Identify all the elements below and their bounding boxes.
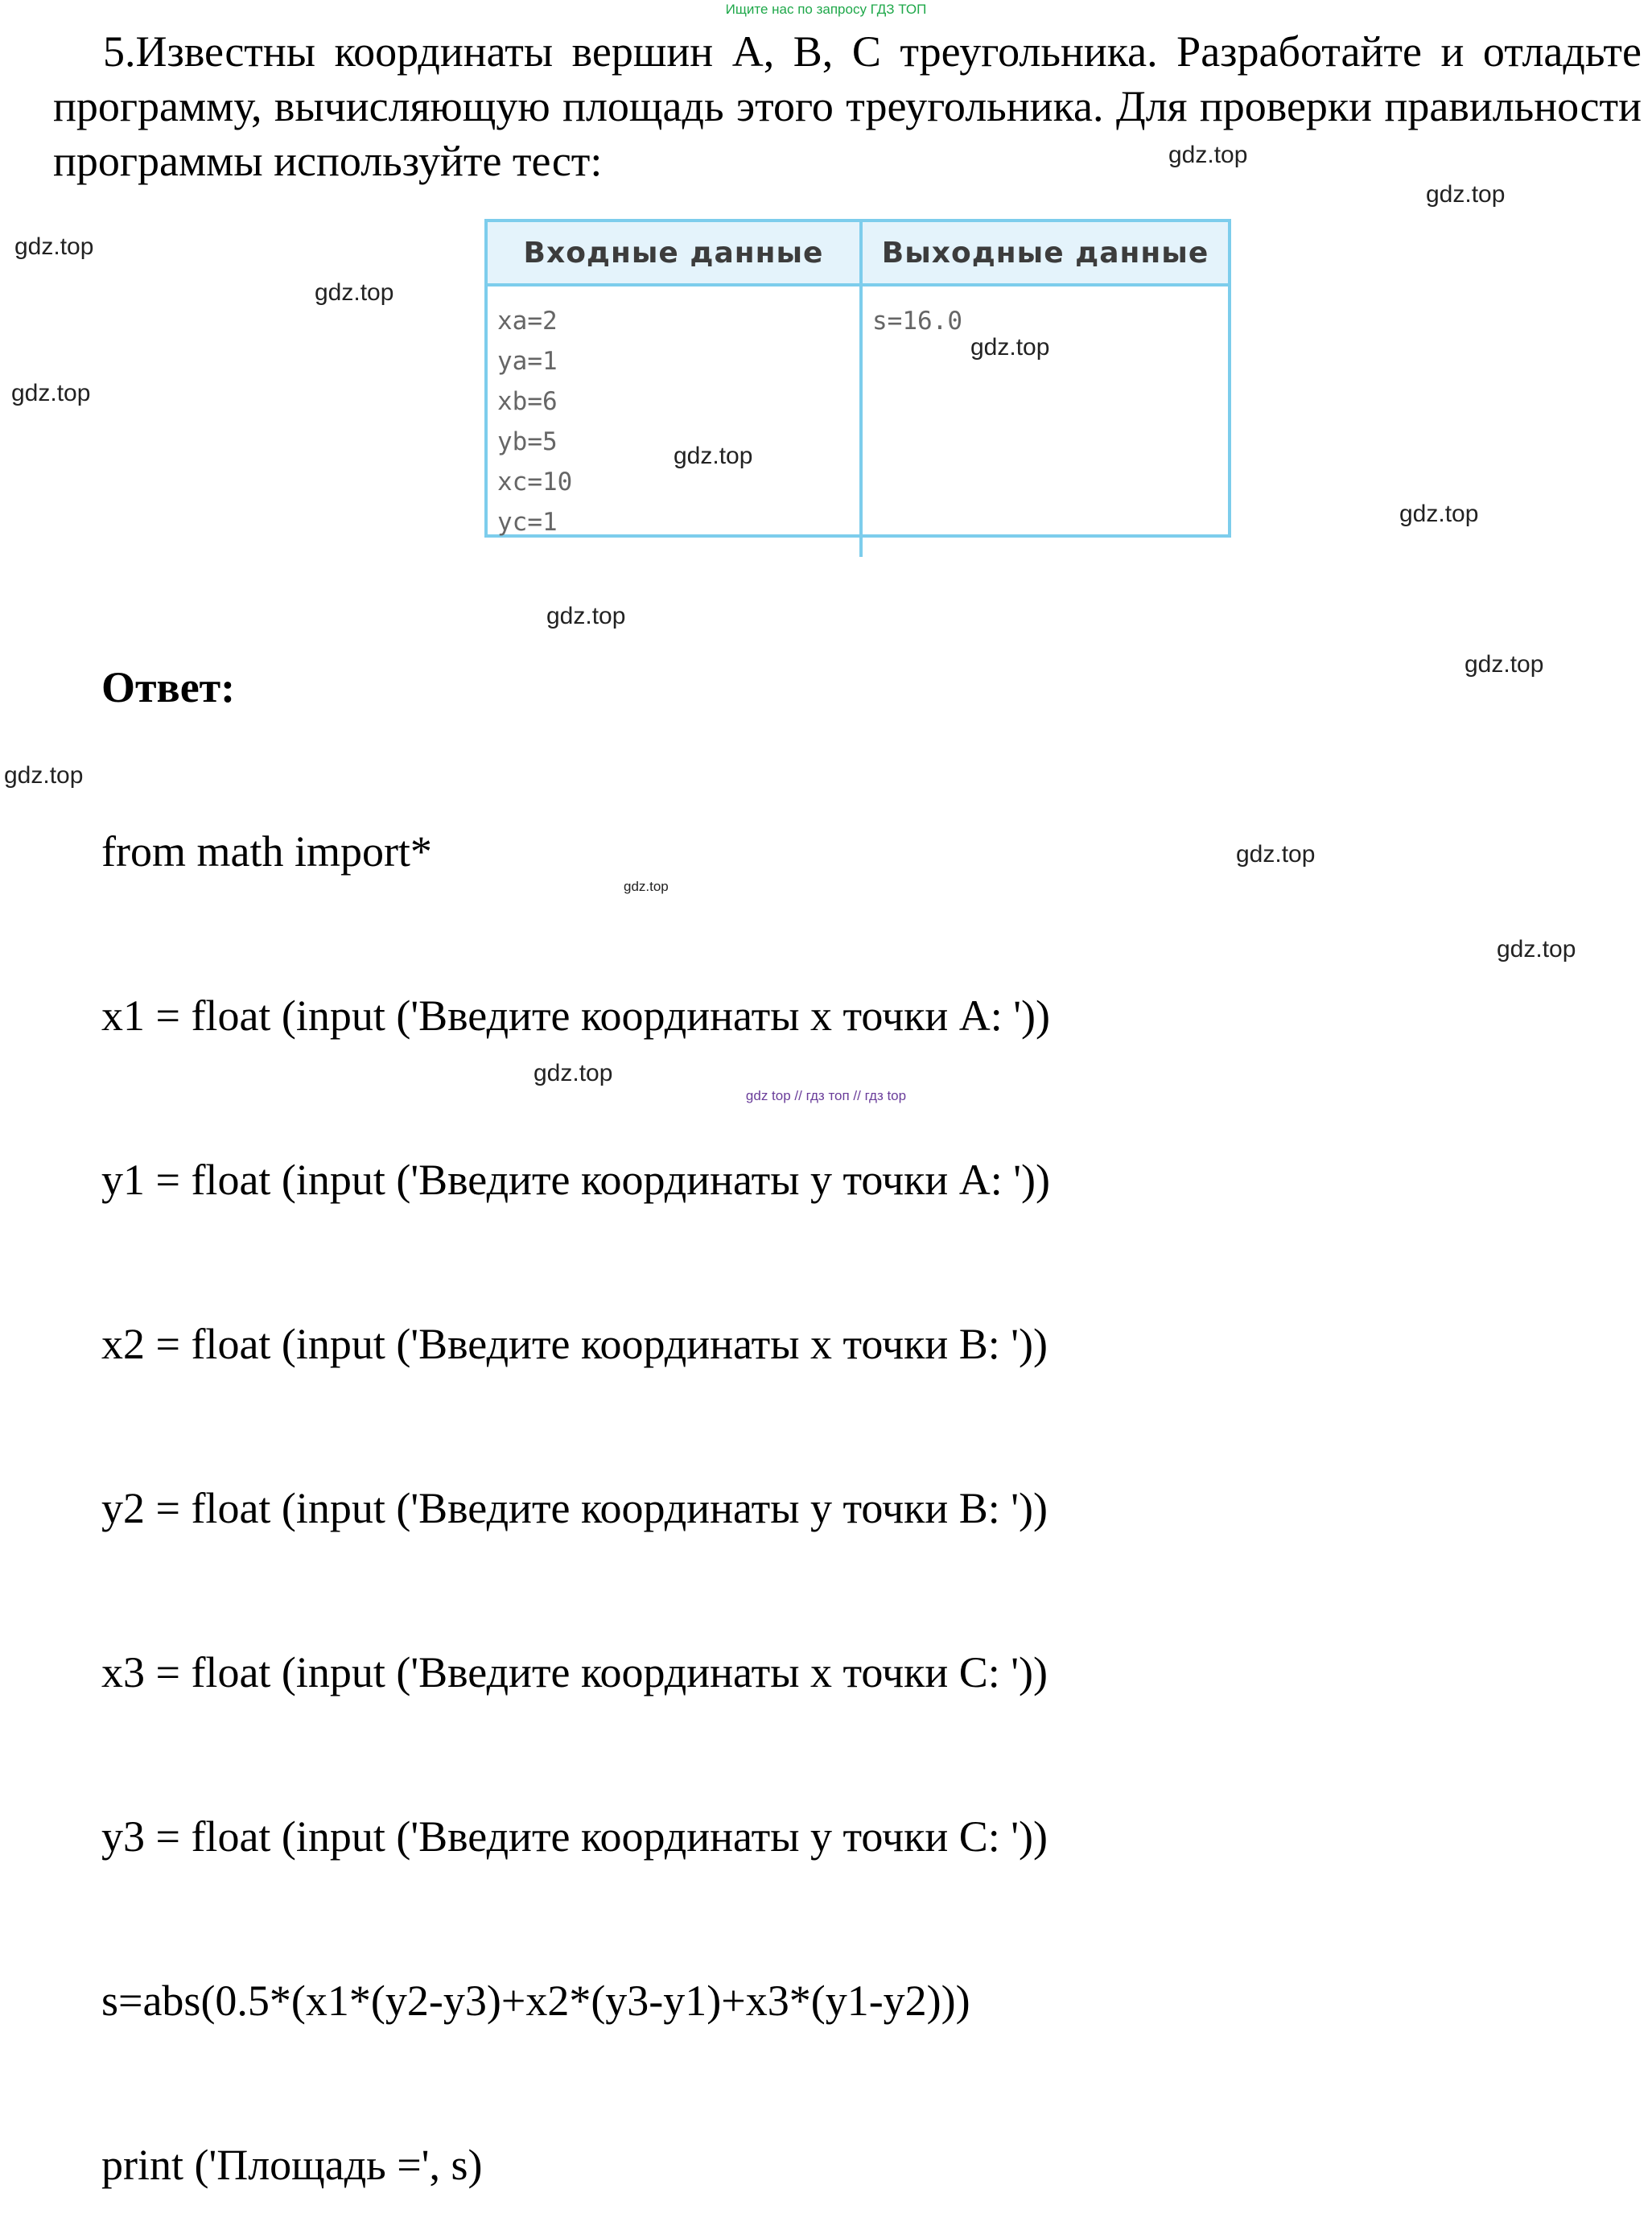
code-line: from math import* bbox=[101, 827, 432, 876]
input-value: yc=1 bbox=[497, 508, 558, 537]
code-line: y2 = float (input ('Введите координаты y точки B: ')) bbox=[101, 1484, 1048, 1532]
watermark: gdz.top bbox=[534, 1060, 613, 1086]
task-statement: 5.Известны координаты вершин A, B, C треугольника. Разработайте и отладьте программу, вычисляющую площадь этого треугольника. Для проверки правильности программы используйте тест: bbox=[53, 27, 1642, 185]
table-header-output: Выходные данные bbox=[863, 222, 1228, 286]
table-output-cell bbox=[863, 286, 1228, 557]
watermark: gdz.top bbox=[4, 762, 84, 789]
watermark: gdz.top bbox=[674, 443, 753, 469]
output-value: s=16.0 bbox=[872, 307, 962, 336]
code-line: x2 = float (input ('Введите координаты x точки B: ')) bbox=[101, 1320, 1048, 1368]
input-value: xc=10 bbox=[497, 468, 573, 497]
watermark: gdz.top bbox=[546, 603, 626, 629]
test-table bbox=[484, 219, 1231, 538]
watermark: gdz.top bbox=[11, 380, 91, 406]
input-value: yb=5 bbox=[497, 427, 558, 456]
watermark: gdz.top bbox=[970, 334, 1050, 361]
watermark: gdz.top bbox=[1465, 651, 1544, 678]
watermark: gdz.top bbox=[1497, 936, 1576, 963]
input-value: xa=2 bbox=[497, 307, 558, 336]
watermark: gdz.top bbox=[1426, 181, 1506, 208]
watermark: gdz.top bbox=[624, 879, 669, 894]
watermark: gdz.top bbox=[315, 279, 394, 306]
watermark: gdz.top bbox=[14, 233, 94, 260]
input-value: ya=1 bbox=[497, 347, 558, 376]
watermark: gdz.top bbox=[1168, 142, 1248, 168]
watermark: gdz.top bbox=[1399, 501, 1479, 527]
top-banner: Ищите нас по запросу ГДЗ ТОП bbox=[725, 2, 927, 17]
input-value: xb=6 bbox=[497, 387, 558, 416]
code-line: s=abs(0.5*(x1*(y2-y3)+x2*(y3-y1)+x3*(y1-y2))) bbox=[101, 1977, 970, 2025]
code-line: x3 = float (input ('Введите координаты x точки C: ')) bbox=[101, 1648, 1048, 1696]
code-line: x1 = float (input ('Введите координаты x точки A: ')) bbox=[101, 991, 1050, 1040]
table-input-cell bbox=[488, 286, 863, 557]
watermark: gdz.top bbox=[1236, 841, 1316, 868]
answer-title: Ответ: bbox=[101, 663, 236, 711]
code-line: y1 = float (input ('Введите координаты y точки A: ')) bbox=[101, 1156, 1050, 1204]
code-line: y3 = float (input ('Введите координаты y точки C: ')) bbox=[101, 1812, 1048, 1861]
code-line: print ('Площадь =', s) bbox=[101, 2141, 483, 2189]
table-header-input: Входные данные bbox=[488, 222, 863, 286]
footer-watermark: gdz top // гдз топ // гдз top bbox=[745, 1088, 907, 1103]
answer-block bbox=[101, 550, 1050, 2226]
